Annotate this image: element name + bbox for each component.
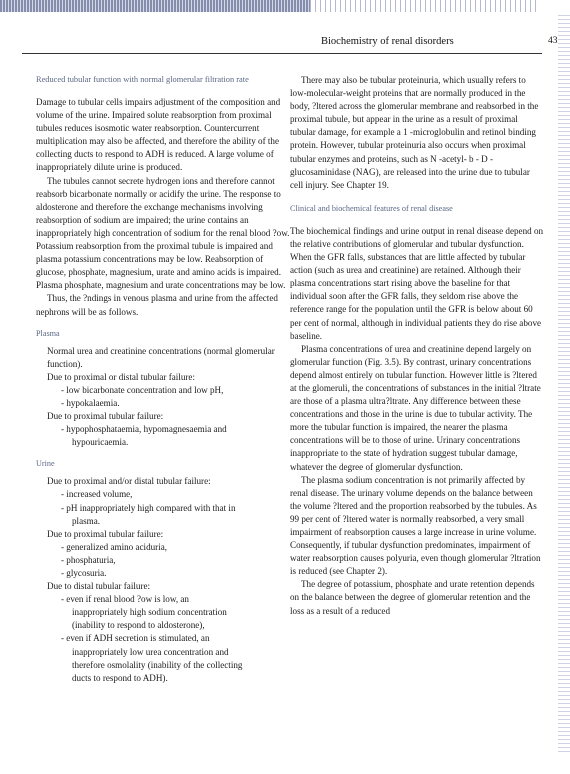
list-item: - even if ADH secretion is stimulated, an <box>61 633 210 644</box>
paragraph: The degree of potassium, phosphate and urate retention depends on the balance between the degree of glomerular retention and the loss as a result of a reduced <box>290 579 535 616</box>
list-item: - increased volume, <box>61 489 133 500</box>
subheading-plasma: Plasma <box>36 328 60 338</box>
paragraph: There may also be tubular proteinuria, which usually refers to low-molecular-weight proteins that are normally produced in the body, ?ltered across the glomerular membrane and reabsorbed in the proximal tubule, but appear in the urine as a result of proximal tubular damage, for example a 1 -microglobulin and retinol binding protein. However, tubular proteinuria also occurs when proximal tubular enzymes and proteins, such as N -acetyl- b - D -glucosaminidase (NAG), are released into the urine due to tubular cell injury. See Chapter 19. <box>290 75 539 190</box>
subheading-urine: Urine <box>36 459 55 469</box>
paragraph: Plasma concentrations of urea and creatinine depend largely on glomerular function (Fig. 3.5). By contrast, urinary concentrations depend almost entirely on tubular function. However little is ?ltered at the glomeruli, the concentrations of substances in the initial ?ltrate are those of a plasma ultra?ltrate. Any difference between these concentrations and those in the urine is due to tubular activity. The more the tubular function is impaired, the nearer the plasma concentrations will be to those of urine. Urinary concentrations inappropriate to the state of hydration suggest tubular damage, whatever the degree of glomerular dysfunction. <box>290 343 541 472</box>
list-item: inappropriately low urea concentration and <box>72 646 229 657</box>
list-item: plasma. <box>72 515 101 526</box>
list-item: Due to proximal tubular failure: <box>47 528 164 539</box>
list-item: - phosphaturia, <box>61 554 116 565</box>
running-header-title: Biochemistry of renal disorders <box>321 36 454 47</box>
list-item-text: hypokalaemia. <box>66 397 120 408</box>
paragraph: Thus, the ?ndings in venous plasma and urine from the affected nephrons will be as follows. <box>36 293 278 317</box>
list-item: - low bicarbonate concentration and low pH, <box>61 384 224 395</box>
list-item: - pH inappropriately high compared with that in <box>61 502 236 513</box>
page-number: 43 <box>548 36 558 46</box>
header-divider <box>22 53 542 54</box>
list-item: Due to proximal or distal tubular failure: <box>47 371 195 382</box>
list-item: Due to distal tubular failure: <box>47 581 151 592</box>
list-item: - even if renal blood ?ow is low, an <box>61 594 189 605</box>
list-item: ducts to respond to ADH). <box>72 672 168 683</box>
list-item: - glycosuria. <box>61 568 107 578</box>
list-item: (inability to respond to aldosterone), <box>72 620 205 631</box>
list-item: - hypophosphataemia, hypomagnesaemia and <box>61 424 227 435</box>
side-decorative-bar <box>558 12 570 752</box>
header-decorative-bar-fill <box>0 0 310 12</box>
paragraph: The biochemical findings and urine output in renal disease depend on the relative contributions of glomerular and tubular dysfunction. When the GFR falls, substances that are little affected by tubular action (such as urea and creatinine) are retained. Although their plasma concentrations start rising above the baseline for that individual soon after the GFR falls, they seldom rise above the reference range for the population until the GFR is below about 60 per cent of normal, although in individual patients they do rise above baseline. <box>290 225 544 341</box>
paragraph: The plasma sodium concentration is not primarily affected by renal disease. The urinary volume depends on the balance between the volume ?ltered and the proportion reabsorbed by the tubules. As 99 per cent of ?ltered water is normally reabsorbed, a very small impairment of reabsorption causes a large increase in urine volume. Consequently, if tubular dysfunction predominates, impairment of water reabsorption causes polyuria, even though glomerular ?ltration is reduced (see Chapter 2). <box>290 474 541 577</box>
right-column <box>290 74 544 618</box>
list-item: Due to proximal and/or distal tubular failure: <box>47 476 211 487</box>
section-heading-clinical-features: Clinical and biochemical features of renal disease <box>290 203 453 213</box>
list-item: therefore osmolality (inability of the collecting <box>72 659 243 670</box>
list-item: - hypokalaemia. <box>61 397 120 408</box>
left-column <box>36 74 294 685</box>
plasma-findings-list <box>36 345 294 450</box>
urine-findings-list <box>36 475 294 685</box>
list-item: Normal urea and creatinine concentrations (normal glomerular function). <box>47 345 275 369</box>
header-decorative-bar <box>0 0 540 12</box>
paragraph: Damage to tubular cells impairs adjustment of the composition and volume of the urine. Impaired solute reabsorption from proximal tubules reduces isosmotic water reabsorption. Countercurrent multiplication may also be affected, and therefore the ability of the collecting ducts to respond to ADH is reduced. A large volume of inappropriately dilute urine is produced. <box>36 97 281 173</box>
list-item: hypouricaemia. <box>72 437 129 448</box>
list-item: - generalized amino aciduria, <box>61 541 168 552</box>
paragraph: The tubules cannot secrete hydrogen ions and therefore cannot reabsorb bicarbonate normally or acidify the urine. The response to aldosterone and therefore the exchange mechanisms involving reabsorption of sodium are impaired; the urine contains an inappropriately high concentration of sodium for the renal blood ?ow. Potassium reabsorption from the proximal tubule is impaired and plasma potassium concentrations may be low. Reabsorption of glucose, phosphate, magnesium, urate and amino acids is impaired. Plasma phosphate, magnesium and urate concentrations may be low. <box>36 175 290 291</box>
section-heading-reduced-tubular-function: Reduced tubular function with normal glomerular filtration rate <box>36 75 249 84</box>
list-item: inappropriately high sodium concentration <box>72 607 227 618</box>
list-item: Due to proximal tubular failure: <box>47 411 164 422</box>
